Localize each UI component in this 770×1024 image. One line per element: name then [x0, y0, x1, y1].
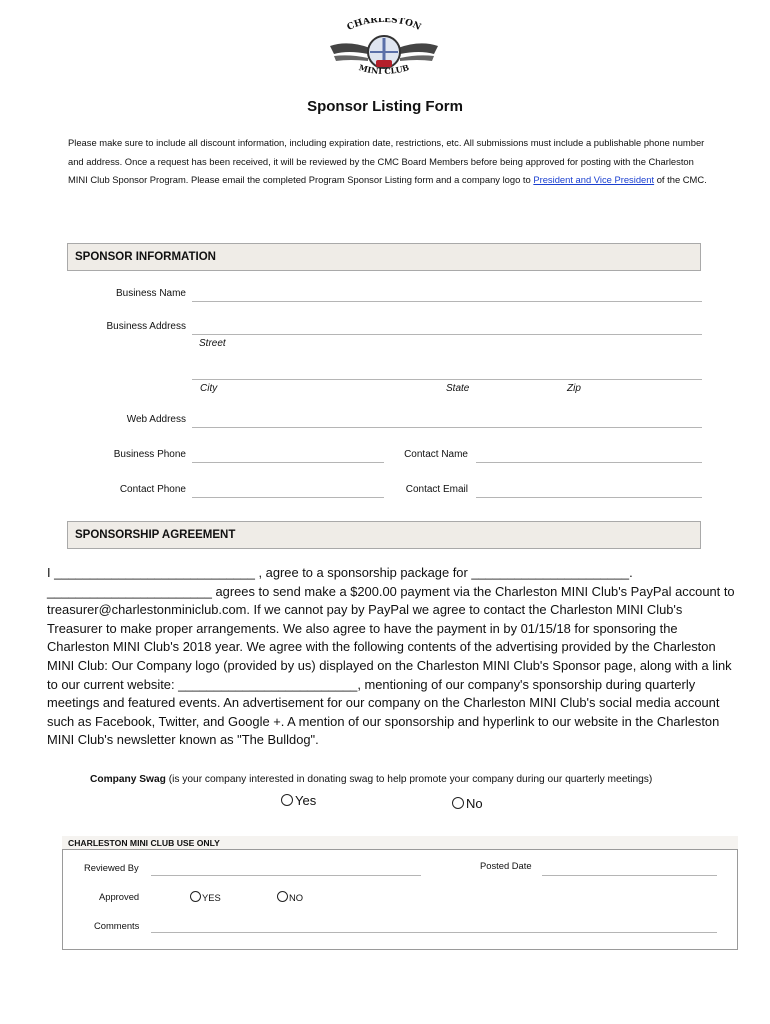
sponsor-name-blank[interactable]: ____________________________ — [54, 565, 255, 580]
swag-yes-option[interactable] — [281, 793, 316, 808]
company-name-blank[interactable]: _______________________ — [47, 583, 212, 599]
page-title: Sponsor Listing Form — [307, 98, 463, 115]
agreement-paragraph — [47, 564, 737, 750]
mini-wings-logo-icon — [328, 18, 440, 82]
sponsorship-agreement-heading: SPONSORSHIP AGREEMENT — [67, 521, 701, 549]
web-address-label: Web Address — [126, 414, 186, 425]
posted-date-label: Posted Date — [480, 860, 532, 871]
zip-caption: Zip — [567, 383, 581, 394]
business-name-label: Business Name — [115, 288, 186, 299]
reviewed-by-label: Reviewed By — [84, 862, 139, 873]
agreement-text-1: I — [47, 565, 55, 580]
swag-yes-radio-icon[interactable] — [281, 794, 293, 806]
intro-text-end: of the CMC. — [654, 174, 707, 185]
approved-no-radio-icon[interactable] — [277, 891, 288, 902]
swag-no-label: No — [466, 796, 483, 811]
sponsor-information-heading: SPONSOR INFORMATION — [67, 243, 701, 271]
agreement-text-2: , agree to a sponsorship package for — [254, 565, 472, 580]
contact-email-field[interactable] — [476, 497, 702, 498]
approved-no-option[interactable] — [277, 891, 303, 903]
contact-name-label: Contact Name — [404, 449, 468, 460]
comments-label: Comments — [94, 920, 140, 931]
club-logo — [328, 18, 440, 82]
posted-date-field[interactable] — [542, 875, 717, 876]
agreement-text-4: agrees to send make a $200.00 payment via the Charleston MINI Club's PayPal account to treasurer@charlestonminiclub.com. If we cannot pay by PayPal we agree to contact the Charleston MINI Club's Treasurer to make proper arrangements. We also agree to have the payment in by 01/15/18 for sponsoring the Charleston MINI Club's 2018 year. We agree with the following contents of the advertising provided by the Charleston MINI Club: Our Company logo (provided by us) displayed on the Charleston MINI Club's Sponsor page, along with a link to our current website: — [47, 583, 735, 692]
intro-paragraph — [68, 134, 708, 190]
contact-name-field[interactable] — [476, 462, 702, 463]
business-name-field[interactable] — [192, 301, 702, 302]
swag-yes-label: Yes — [295, 793, 317, 808]
swag-no-radio-icon[interactable] — [452, 797, 464, 809]
company-swag-question — [90, 774, 652, 785]
club-use-only-heading: CHARLESTON MINI CLUB USE ONLY — [62, 836, 738, 850]
approved-yes-radio-icon[interactable] — [190, 891, 201, 902]
state-caption: State — [446, 383, 470, 394]
company-swag-text: (is your company interested in donating swag to help promote your company during our quarterly meetings) — [165, 774, 653, 785]
comments-field[interactable] — [151, 932, 717, 933]
city-caption: City — [200, 383, 218, 394]
agreement-text-5: , mentioning of our company's sponsorship during quarterly meetings and featured events. An advertisement for our company on the Charleston MINI Club's social media account such as Facebook, Twitter, and Google +. A mention of our sponsorship and hyperlink to our website in the Charleston MINI Club's newsletter known as "The Bulldog". — [47, 676, 720, 748]
company-swag-label: Company Swag — [90, 774, 166, 785]
svg-text:MINI CLUB: MINI CLUB — [357, 62, 411, 76]
city-state-zip-field[interactable] — [192, 379, 702, 380]
intro-text: Please make sure to include all discount information, including expiration date, restrictions, etc. All submissions must include a publishable phone number and address. Once a request has been received, it will be reviewed by the CMC Board Members before being approved for posting with the Charleston MINI Club Sponsor Program. Please email the completed Program Sponsor Listing form and a company logo to — [68, 137, 705, 185]
contact-phone-field[interactable] — [192, 497, 384, 498]
approved-yes-label: YES — [202, 892, 221, 903]
swag-no-option[interactable] — [452, 796, 483, 811]
reviewed-by-field[interactable] — [151, 875, 421, 876]
agreement-text-3: . — [629, 565, 633, 580]
business-address-label: Business Address — [106, 321, 186, 332]
street-caption: Street — [199, 338, 226, 349]
package-blank[interactable]: ______________________ — [471, 565, 630, 580]
business-phone-field[interactable] — [192, 462, 384, 463]
approved-label: Approved — [99, 891, 140, 902]
approved-no-label: NO — [289, 892, 304, 903]
web-address-field[interactable] — [192, 427, 702, 428]
business-phone-label: Business Phone — [113, 449, 186, 460]
contact-email-label: Contact Email — [405, 484, 468, 495]
contact-phone-label: Contact Phone — [119, 484, 186, 495]
website-blank[interactable]: _________________________ — [178, 676, 358, 692]
svg-text:CHARLESTON: CHARLESTON — [345, 18, 423, 33]
street-field[interactable] — [192, 334, 702, 335]
approved-yes-option[interactable] — [190, 891, 221, 903]
officers-email-link[interactable]: President and Vice President — [533, 174, 655, 185]
